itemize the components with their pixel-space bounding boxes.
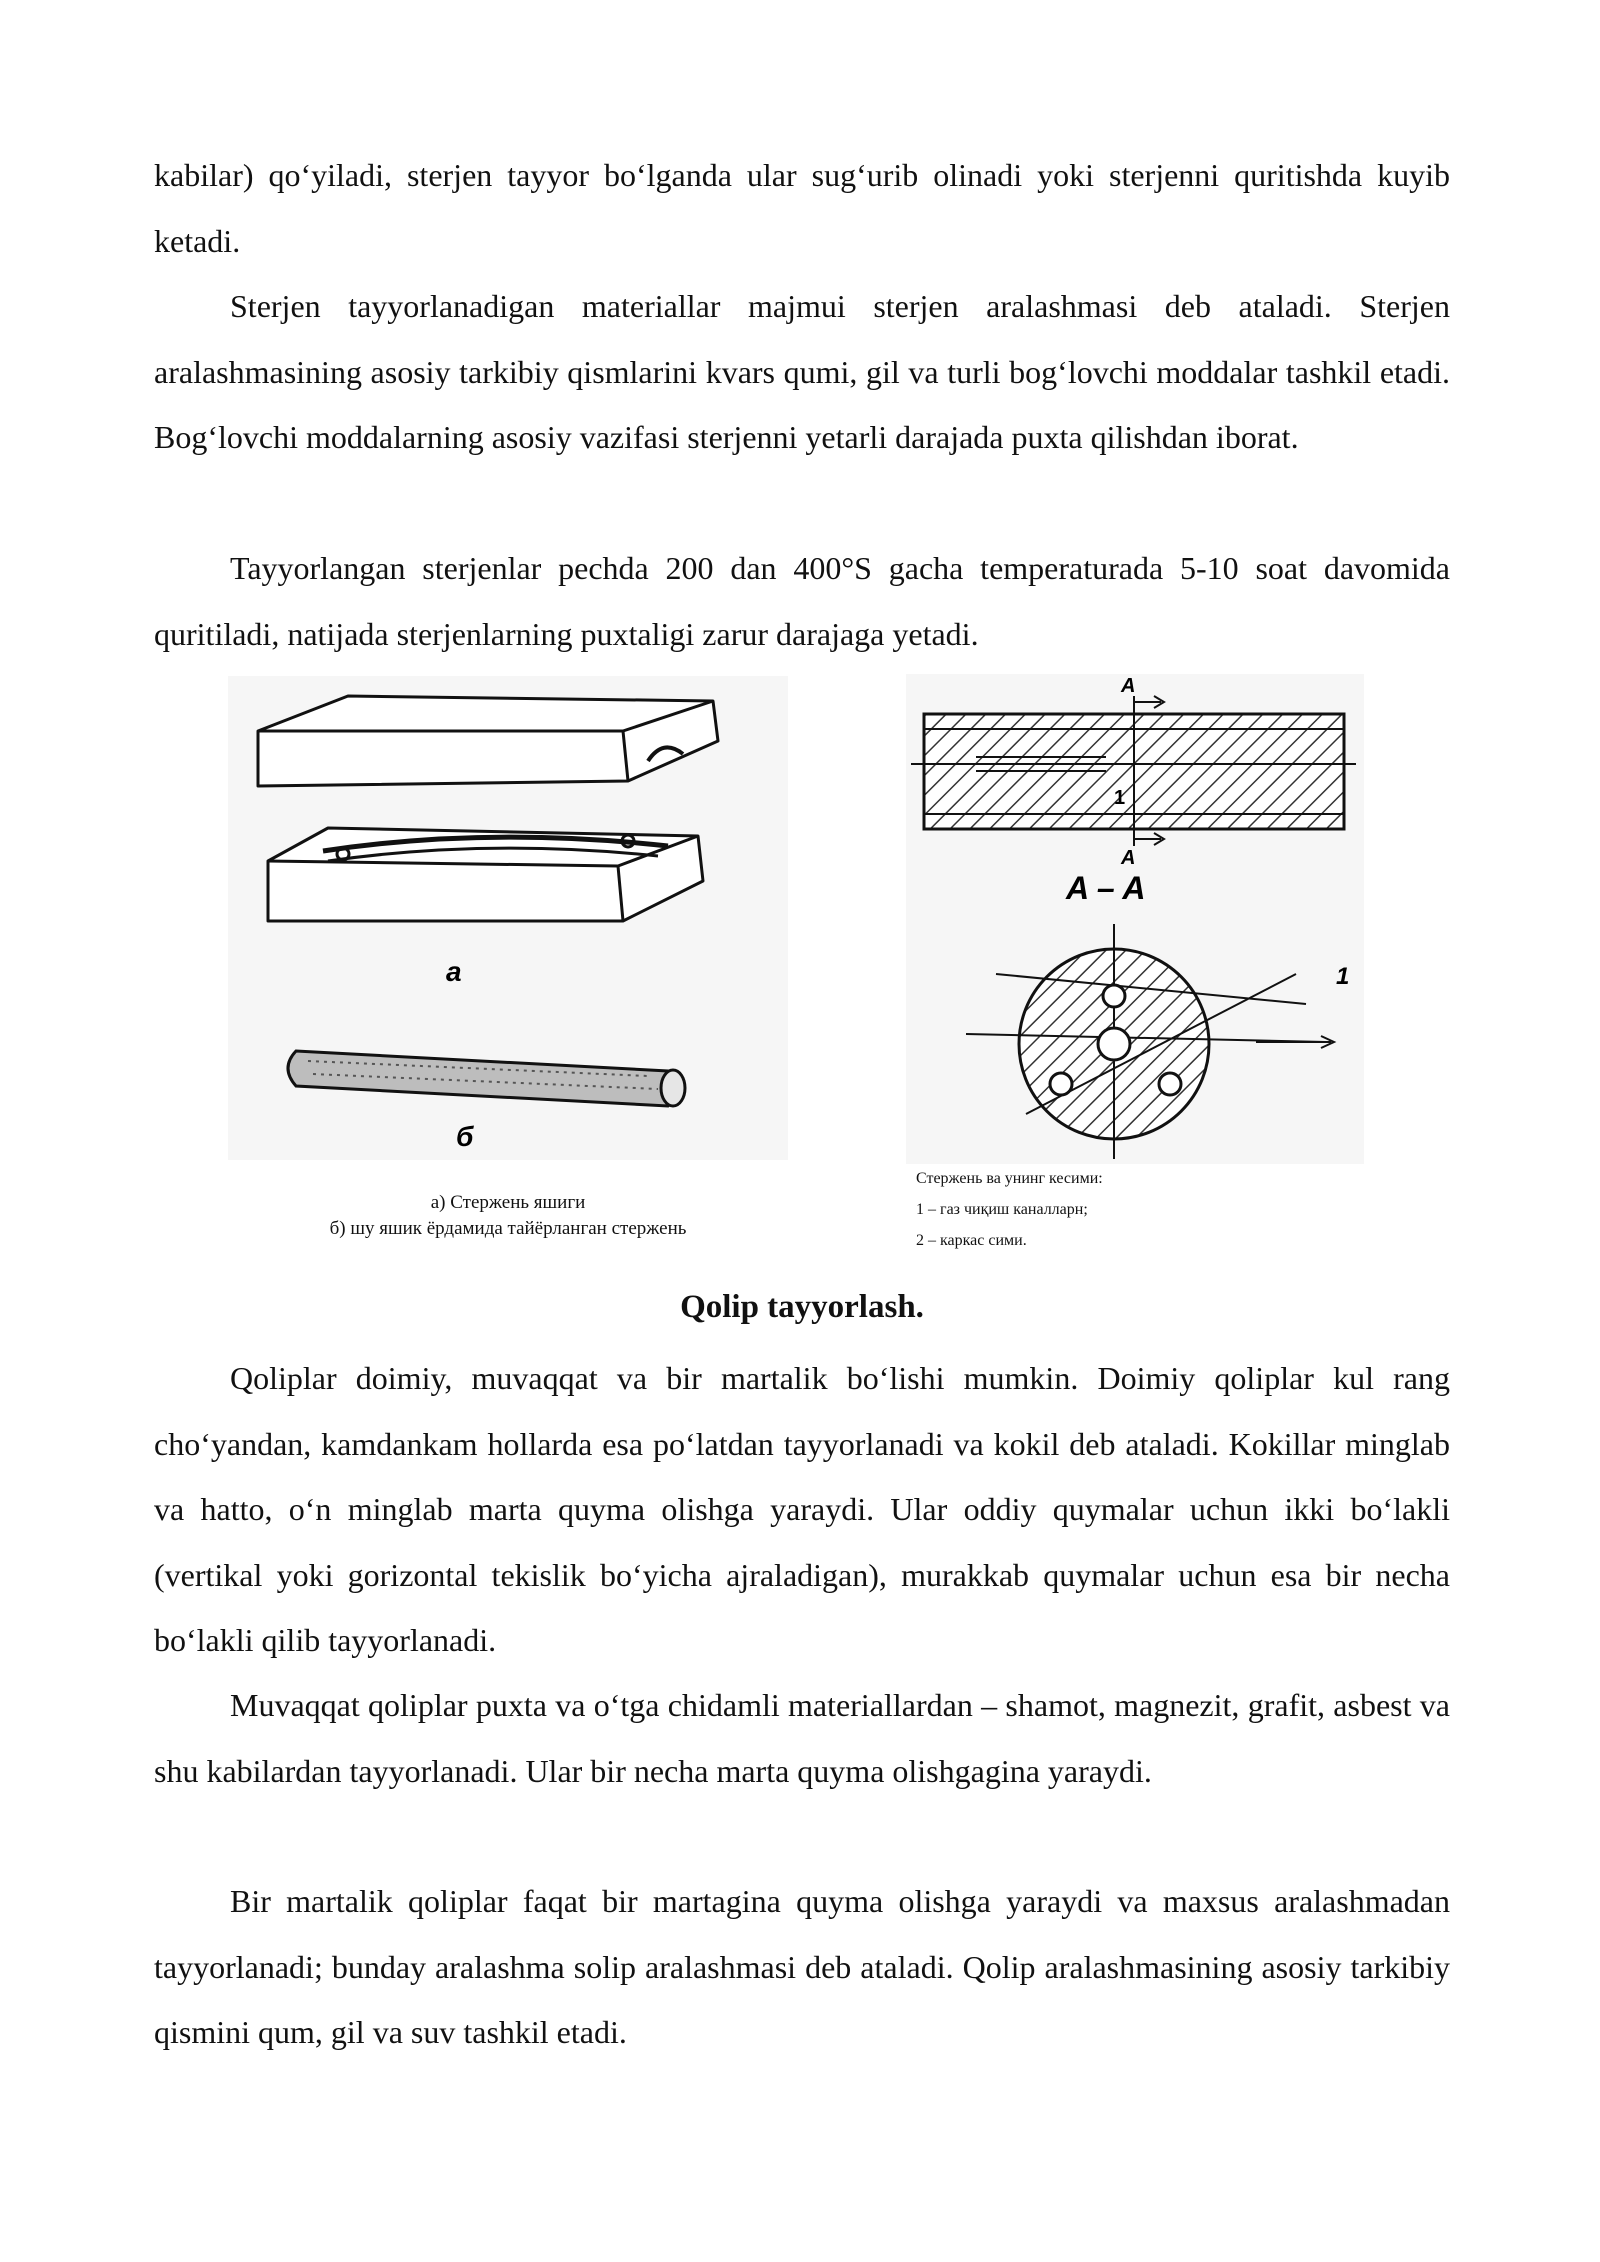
paragraph-continuation: kabilar) qo‘yiladi, sterjen tayyor bo‘lganda ular sug‘urib olinadi yoki sterjenni quritishda kuyib ketadi. — [154, 157, 1450, 259]
core-section-drawing — [906, 674, 1364, 1164]
figure-core-box — [228, 676, 788, 1160]
label-b: б — [456, 1121, 474, 1152]
label-1: 1 — [1114, 787, 1126, 809]
figure-right-caption — [916, 1163, 1336, 1256]
paragraph-permanent-molds: Qoliplar doimiy, muvaqqat va bir martalik bo‘lishi mumkin. Doimiy qoliplar kul rang cho‘yandan, kamdankam hollarda esa po‘latdan tayyorlanadi va kokil deb ataladi. Kokillar minglab va hatto, o‘n minglab marta quyma olishga yaraydi. Ular oddiy quymalar uchun ikki bo‘lakli (vertikal yoki gorizontal tekislik bo‘yicha ajraladigan), murakkab quymalar uchun esa bir necha bo‘lakli qilib tayyorlanadi. — [154, 1360, 1450, 1658]
figure-core-section — [906, 674, 1364, 1164]
label-1-circle: 1 — [1336, 963, 1350, 990]
section-mark-top: A — [1121, 675, 1136, 697]
core-rod — [288, 1051, 685, 1106]
paragraph-drying: Tayyorlangan sterjenlar pechda 200 dan 400°S gacha temperaturada 5-10 soat davomida quritiladi, natijada sterjenlarning puxtaligi zarur darajaga yetadi. — [154, 550, 1450, 652]
caption-line-a: а) Стержень яшиги — [430, 1192, 586, 1213]
paragraph-sterjen-mixture: Sterjen tayyorlanadigan materiallar majmui sterjen aralashmasi deb ataladi. Sterjen aralashmasining asosiy tarkibiy qismlarini kvars qumi, gil va turli bog‘lovchi moddalar tashkil etadi. Bog‘lovchi moddalarning asosiy vazifasi sterjenni yetarli darajada puxta qilishdan iborat. — [154, 288, 1450, 455]
core-box-drawing — [228, 676, 788, 1160]
paragraph-single-use-molds: Bir martalik qoliplar faqat bir martagina quyma olishga yaraydi va maxsus aralashmadan tayyorlanadi; bunday aralashma solip aralashmasi deb ataladi. Qolip aralashmasining asosiy tarkibiy qismini qum, gil va suv tashkil etadi. — [154, 1883, 1450, 2050]
box-top-half — [258, 696, 718, 786]
paragraph-temporary-molds: Muvaqqat qoliplar puxta va o‘tga chidamli materiallardan – shamot, magnezit, grafit, asbest va shu kabilardan tayyorlanadi. Ular bir necha marta quyma olishgagina yaraydi. — [154, 1687, 1450, 1789]
section-mark-bottom: A — [1121, 847, 1136, 869]
section-heading: Qolip tayyorlash. — [680, 1289, 924, 1325]
caption-line-3: 2 – каркас сими. — [916, 1232, 1027, 1249]
section-title: A – A — [1066, 870, 1146, 906]
caption-line-1: Стержень ва унинг кесими: — [916, 1170, 1103, 1187]
figure-left-caption — [228, 1190, 788, 1242]
caption-line-2: 1 – газ чиқиш каналларн; — [916, 1201, 1088, 1218]
caption-line-b: б) шу яшик ёрдамида тайёрланган стержень — [329, 1218, 687, 1239]
label-a: a — [446, 956, 462, 987]
